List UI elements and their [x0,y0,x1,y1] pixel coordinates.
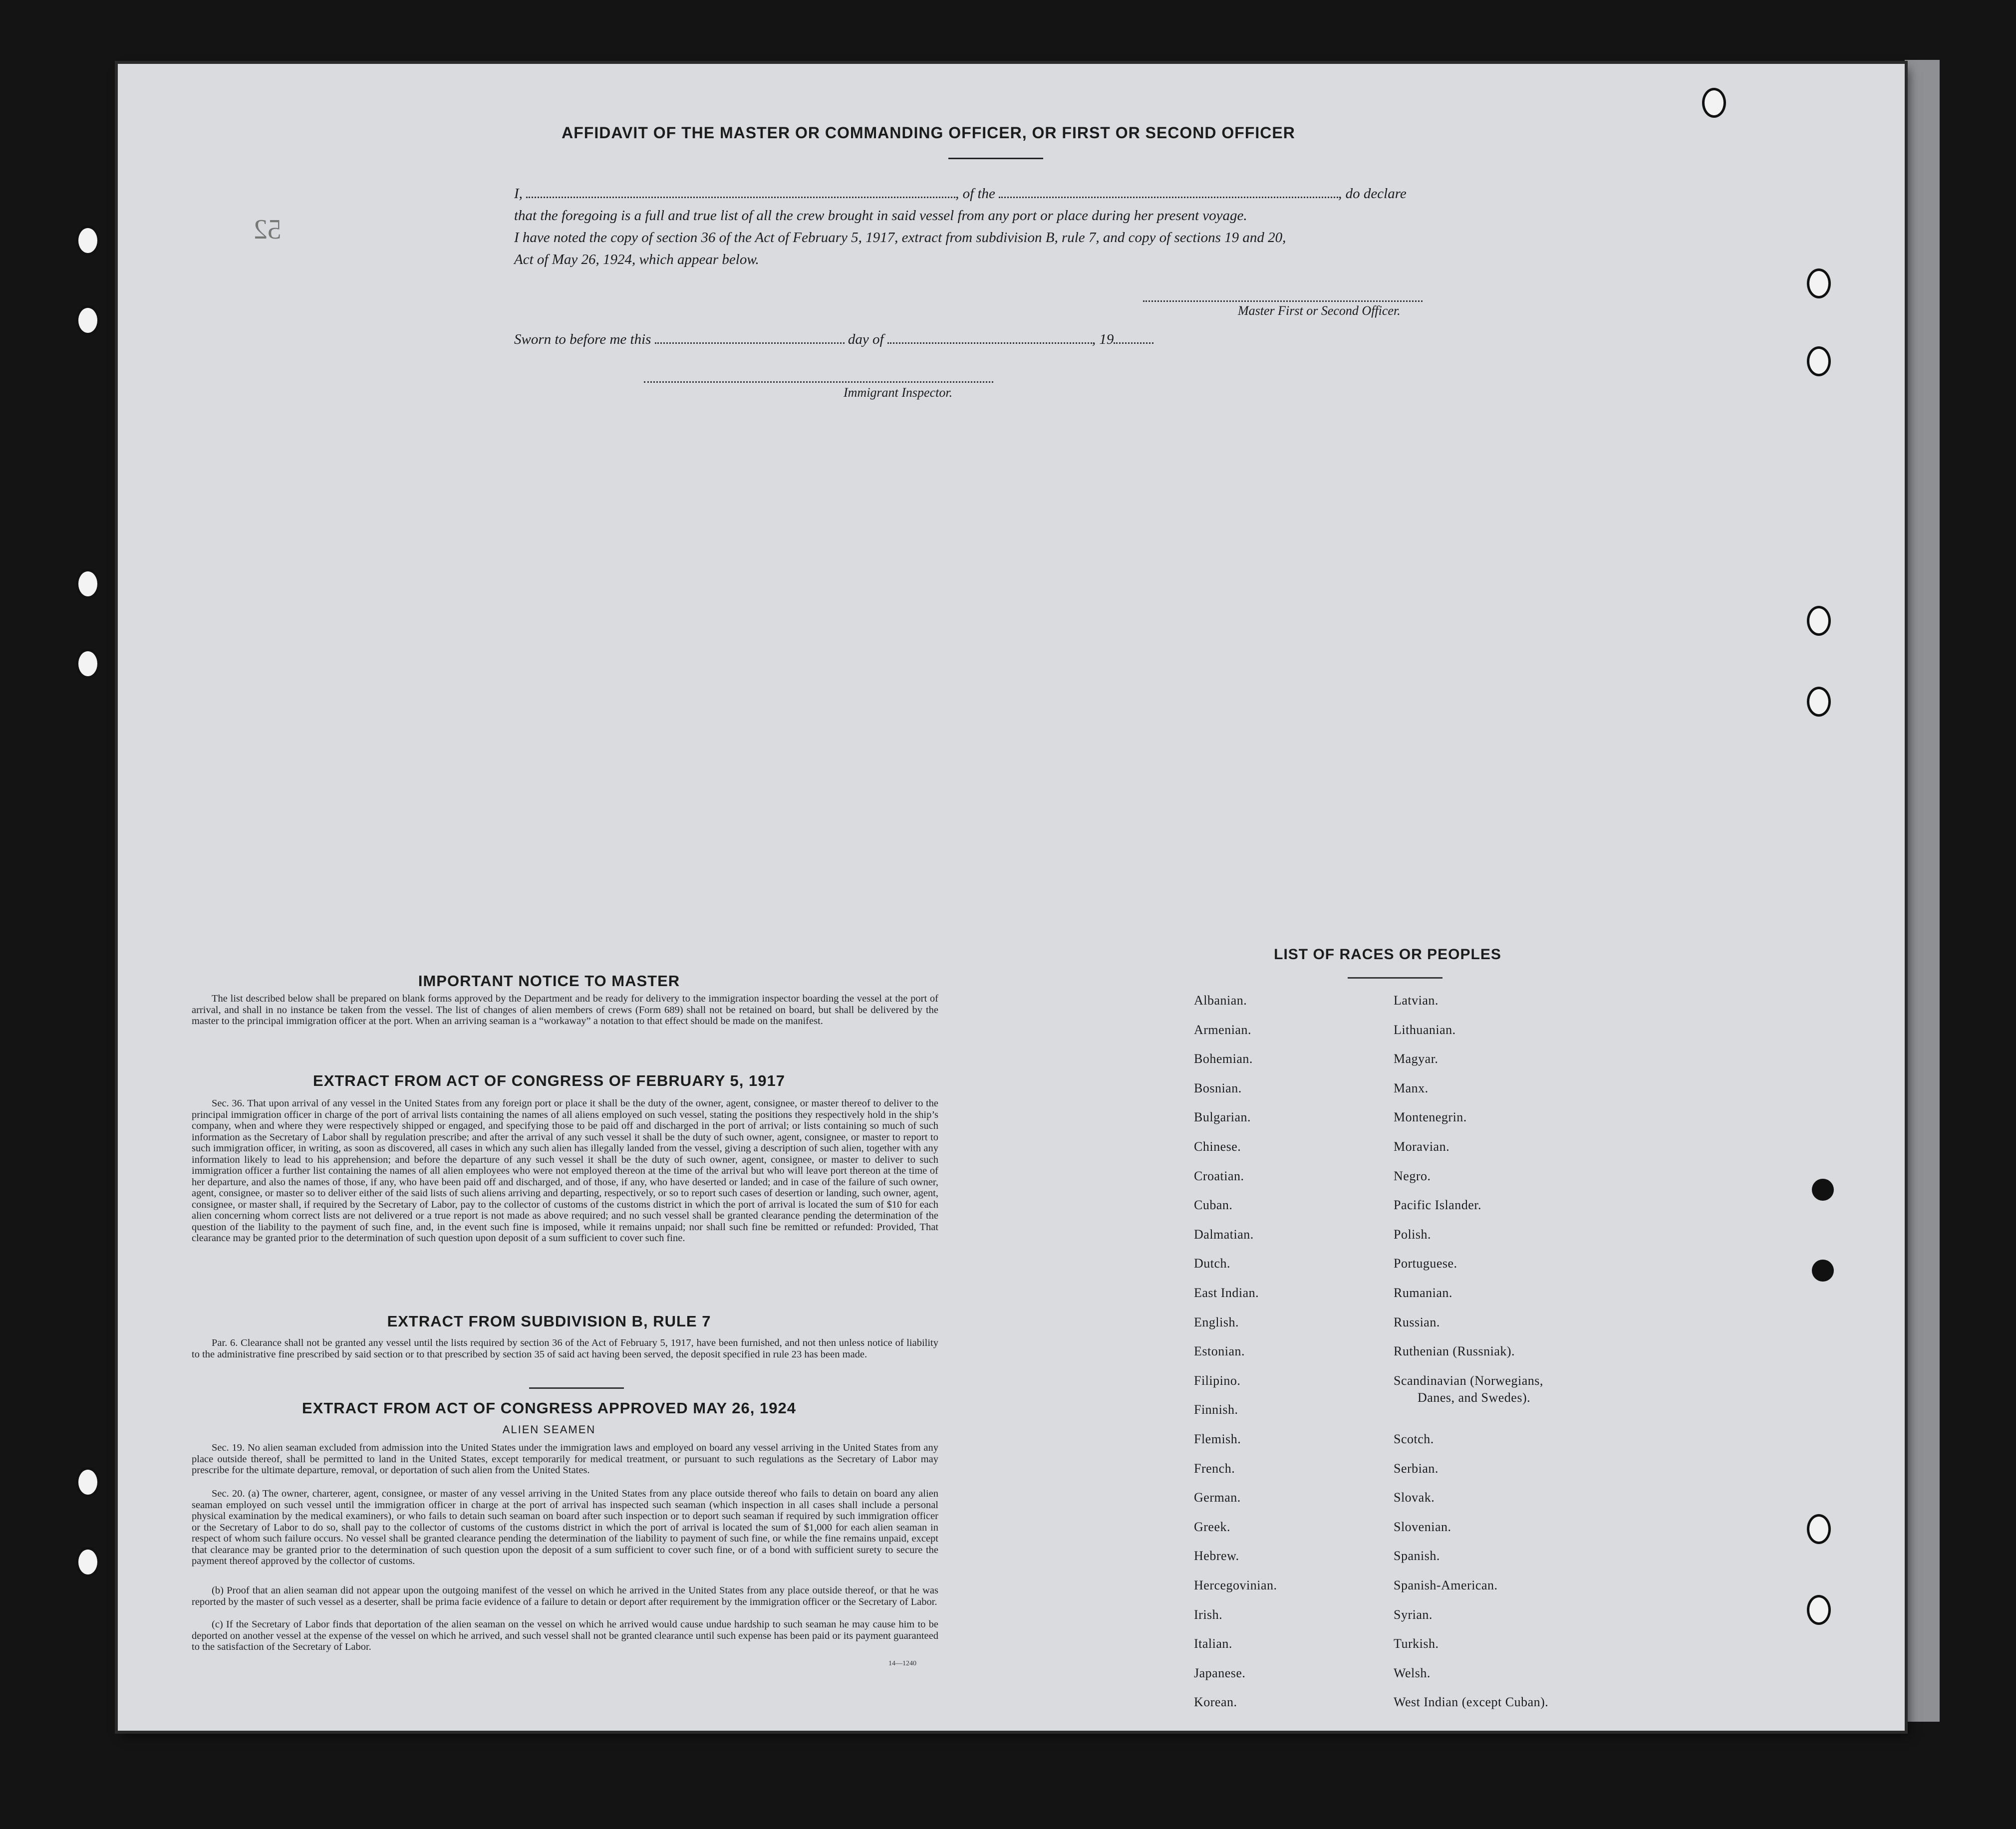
document-page [118,64,1905,1731]
punch-hole [76,1467,100,1497]
sec-19-body: Sec. 19. No alien seaman excluded from admission into the United States under the immigration laws and employed on board any vessel arriving in the United States from any place outside thereof, shall be permitted to land in the United States, except temporarily for medical treatment, or pursuant to such regulations as the Secretary of Labor may prescribe for the ultimate departure, removal, or deportation of such alien from the United States. [192,1442,938,1476]
race-item: Montenegrin. [1394,1110,1467,1125]
sworn-day-blank[interactable] [655,332,845,344]
race-item: Scandinavian (Norwegians, [1394,1373,1543,1388]
race-item: Portuguese. [1394,1256,1457,1271]
notice-title: IMPORTANT NOTICE TO MASTER [418,972,680,990]
race-item: East Indian. [1194,1286,1259,1300]
race-item: French. [1194,1461,1235,1476]
adjacent-page-edge [1905,60,1940,1722]
punch-hole [76,1547,100,1577]
race-item: Irish. [1194,1607,1223,1622]
race-item: Dalmatian. [1194,1227,1254,1242]
sec-20c-body: (c) If the Secretary of Labor finds that deportation of the alien seaman on the vessel on which he arrived would cause undue hardship to such seaman he may cause him to be deported on another vessel at the expense of the vessel on which he arrived, and such vessel shall not be granted clearance until such expense has been paid or its payment guaranteed to the satisfaction of the Secretary of Labor. [192,1619,938,1652]
race-item: Finnish. [1194,1402,1238,1417]
race-item: Ruthenian (Russniak). [1394,1344,1515,1359]
affidavit-line-2: that the foregoing is a full and true list of all the crew brought in said vessel from any port or place during her present voyage. [514,208,1247,224]
race-item: Dutch. [1194,1256,1231,1271]
extract-1917-body: Sec. 36. That upon arrival of any vessel in the United States from any foreign port or place it shall be the duty of the owner, agent, consignee, or master thereof to deliver to the principal immigration officer in charge of the port of arrival lists containing the names of all aliens employed on such vessel, stating the positions they respectively hold in the ship’s company, when and where they were respectively shipped or engaged, and specifying those to be paid off and discharged in the port of arrival; or lists containing so much of such information as the Secretary of Labor shall by regulation prescribe; and after the arrival of any such vessel it shall be the duty of such owner, agent, consignee, or master to report to such immigration officer, in writing, as soon as discovered, all cases in which any such alien has illegally landed from the vessel, giving a description of such alien, together with any information likely to lead to his apprehension; and before the departure of any such vessel it shall be the duty of such owner, agent, consignee, or master to deliver to such immigration officer a further list containing the names of all alien employees who were not employed thereon at the time of the arrival but who will leave port thereon at the time of her departure, and also the names of those, if any, who have been paid off and discharged, and of those, if any, who have deserted or landed; and in case of the failure of such owner, agent, consignee, or master so to deliver either of the said lists of such aliens arriving and departing, respectively, or so to report such cases of desertion or landing, such owner, agent, consignee, or master shall, if required by the Secretary of Labor, pay to the collector of customs of the customs district in which the port of arrival is located the sum of $10 for each alien concerning whom correct lists are not delivered or a true report is not made as above required; and no such vessel shall be granted clearance pending the determination of the question of the liability to the payment of such fine, and, in the event such fine is imposed, while it remains unpaid; nor shall such fine be remitted or refunded: Provided, That clearance may be granted prior to the determination of such question upon deposit of a sum sufficient to cover such fine. [192,1098,938,1244]
race-item: Manx. [1394,1080,1429,1095]
race-item: German. [1194,1490,1241,1505]
punch-hole [1807,346,1831,376]
affidavit-title-rule [948,158,1043,159]
affidavit-of-the: , of the [955,186,995,202]
race-item: Slovak. [1394,1490,1435,1505]
race-item: Chinese. [1194,1139,1241,1154]
race-item: Russian. [1394,1314,1440,1329]
name-blank[interactable] [526,187,955,198]
punch-hole [76,569,100,599]
race-item: West Indian (except Cuban). [1394,1695,1549,1710]
punch-hole [76,226,100,256]
sec-20a-body: Sec. 20. (a) The owner, charterer, agent, consignee, or master of any vessel arriving in the United States from any place outside thereof who fails to detain on board any alien seaman employed on such vessel until the immigration officer in charge at the port of arrival has inspected such seaman (which inspection in all cases shall include a personal physical examination by the medical examiners), or who fails to detain such seaman on board after such inspection or to deport such seaman if required by such immigration officer or the Secretary of Labor to do so, shall pay to the collector of customs of the customs district in which the port of arrival is located the sum of $1,000 for each alien seaman in respect of whom such failure occurs. No vessel shall be granted clearance pending the determination of the liability to payment of such fine, or while the fine remains unpaid, except that clearance may be granted prior to the determination of such question upon the deposit of a sum sufficient to cover such fine, or of a bond with sufficient surety to secure the payment thereof approved by the collector of customs. [192,1488,938,1567]
punch-hole [1807,1514,1831,1544]
race-item: Italian. [1194,1636,1232,1651]
ink-dot [1812,1179,1834,1201]
punch-hole [1807,606,1831,636]
ink-dot [1812,1260,1834,1282]
rule-7-title: EXTRACT FROM SUBDIVISION B, RULE 7 [387,1312,711,1330]
race-item: Croatian. [1194,1168,1244,1183]
race-item: Serbian. [1394,1461,1439,1476]
race-item: Turkish. [1394,1636,1439,1651]
vessel-blank[interactable] [999,187,1338,198]
section-rule [529,1387,624,1389]
sworn-text: Sworn to before me this [514,331,651,347]
race-item: Spanish-American. [1394,1578,1498,1592]
inspector-signature-line[interactable] [644,381,993,383]
race-item: Polish. [1394,1227,1432,1242]
race-item: Cuban. [1194,1198,1233,1213]
race-item: Danes, and Swedes). [1418,1390,1531,1405]
race-item: Welsh. [1394,1665,1431,1680]
race-item: Greek. [1194,1519,1231,1534]
race-item: Hebrew. [1194,1549,1239,1564]
race-item: Negro. [1394,1168,1431,1183]
rule-7-body: Par. 6. Clearance shall not be granted any vessel until the lists required by section 36 of the Act of February 5, 1917, have been furnished, and not then unless notice of liability to the administrative fine prescribed by said section or to that prescribed by section 35 of said act having been served, the deposit specified in rule 23 has been made. [192,1337,938,1360]
race-item: Filipino. [1194,1373,1241,1388]
notice-body: The list described below shall be prepared on blank forms approved by the Department and be ready for delivery to the immigration inspector boarding the vessel at the port of arrival, and shall in no instance be taken from the vessel. The list of changes of alien members of crews (Form 689) shall not be retained on board, but shall be delivered by the master to the principal immigration officer at the port. When an arriving seaman is a “workaway” a notation to that effect should be made on the manifest. [192,993,938,1027]
master-signature-label: Master First or Second Officer. [1238,303,1401,318]
alien-seamen-subtitle: ALIEN SEAMEN [502,1423,596,1436]
race-item: Estonian. [1194,1344,1245,1359]
sworn-line [514,331,1153,348]
inspector-signature-label: Immigrant Inspector. [844,385,953,400]
race-item: Flemish. [1194,1432,1241,1446]
affidavit-declare: , do declare [1338,186,1407,202]
race-item: Latvian. [1394,993,1439,1008]
form-number: 14—1240 [888,1660,916,1667]
race-item: Scotch. [1394,1432,1434,1446]
affidavit-line-4: Act of May 26, 1924, which appear below. [514,252,759,267]
punch-hole [76,305,100,335]
race-item: Hercegovinian. [1194,1578,1277,1592]
races-title: LIST OF RACES OR PEOPLES [1274,946,1501,963]
race-item: Korean. [1194,1695,1237,1710]
affidavit-line-1 [514,186,1407,202]
races-title-rule [1348,977,1442,979]
race-item: Pacific Islander. [1394,1198,1481,1213]
race-item: Magyar. [1394,1051,1439,1066]
race-item: Moravian. [1394,1139,1450,1154]
race-item: Slovenian. [1394,1519,1451,1534]
master-signature-line[interactable] [1143,300,1423,302]
year-text: , 19 [1092,331,1114,347]
race-item: Lithuanian. [1394,1022,1456,1037]
race-item: Armenian. [1194,1022,1251,1037]
affidavit-title: AFFIDAVIT OF THE MASTER OR COMMANDING OFFICER, OR FIRST OR SECOND OFFICER [562,124,1295,142]
page-number: 52 [254,214,282,245]
race-item: English. [1194,1314,1239,1329]
day-of-text: day of [848,331,884,347]
punch-hole [1807,1595,1831,1625]
race-item: Albanian. [1194,993,1247,1008]
punch-hole [1807,268,1831,298]
race-item: Bulgarian. [1194,1110,1251,1125]
extract-1917-title: EXTRACT FROM ACT OF CONGRESS OF FEBRUARY 5, 1917 [313,1072,785,1089]
affidavit-line-3: I have noted the copy of section 36 of the Act of February 5, 1917, extract from subdivision B, rule 7, and copy of sections 19 and 20, [514,230,1286,246]
punch-hole [1702,88,1726,118]
race-item: Bosnian. [1194,1080,1242,1095]
affidavit-i: I, [514,186,523,202]
punch-hole [76,649,100,679]
race-item: Bohemian. [1194,1051,1253,1066]
race-item: Syrian. [1394,1607,1433,1622]
extract-1924-title: EXTRACT FROM ACT OF CONGRESS APPROVED MAY 26, 1924 [302,1399,796,1417]
punch-hole [1807,687,1831,717]
race-item: Spanish. [1394,1549,1440,1564]
sec-20b-body: (b) Proof that an alien seaman did not appear upon the outgoing manifest of the vessel on which he arrived in the United States from any place outside thereof, or that he was reported by the master of such vessel as a deserter, shall be prima facie evidence of a failure to detain or deport after requirement by the immigration officer or the Secretary of Labor. [192,1585,938,1607]
race-item: Rumanian. [1394,1286,1452,1300]
sworn-year-blank[interactable] [1114,332,1153,344]
race-item: Japanese. [1194,1665,1246,1680]
sworn-month-blank[interactable] [887,332,1092,344]
